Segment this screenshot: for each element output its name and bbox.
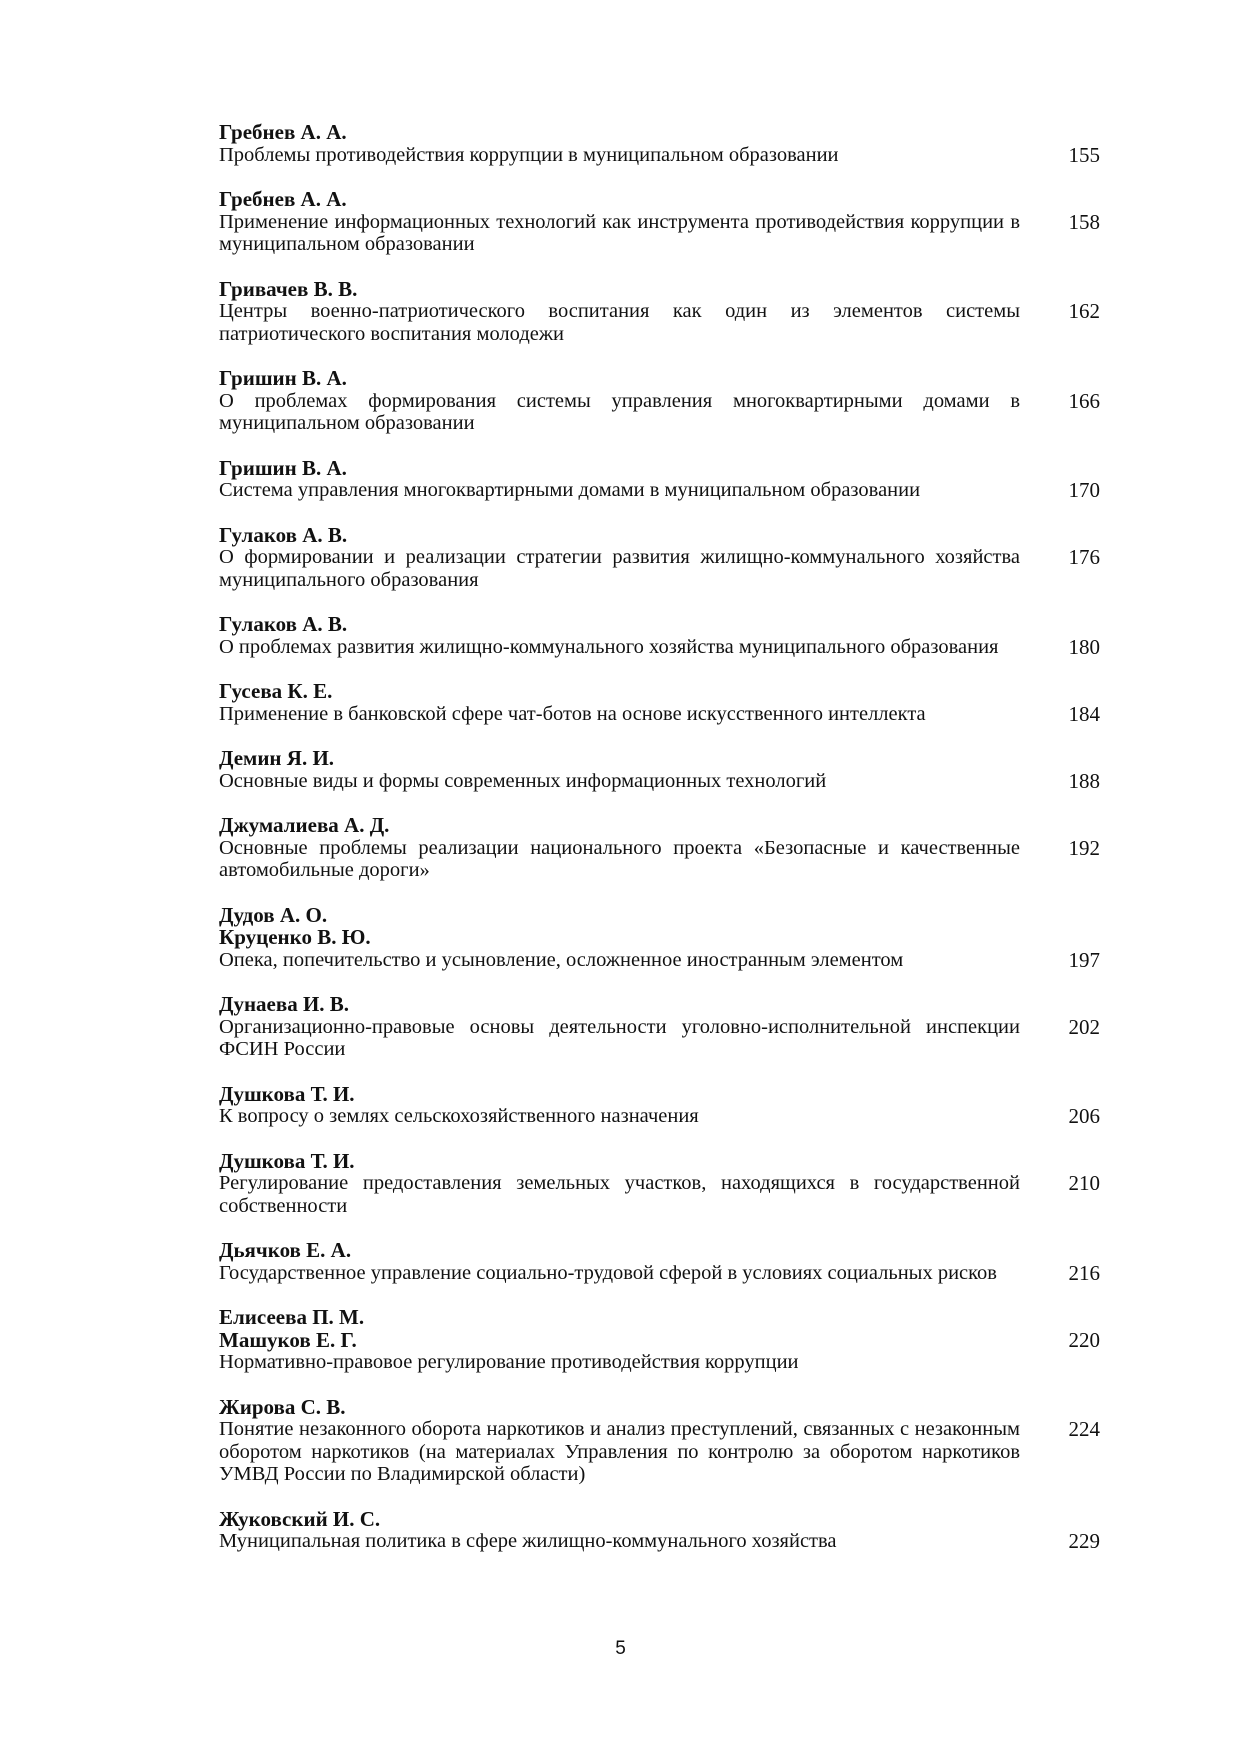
author-name: Жирова С. В. (219, 1394, 346, 1419)
page-reference: 176 (1068, 545, 1100, 569)
author-name: Гривачев В. В. (219, 276, 358, 301)
page-reference: 184 (1068, 701, 1100, 726)
page-reference: 170 (1068, 478, 1100, 502)
toc-entry (219, 1508, 1100, 1553)
article-title: Центры военно-патриотического воспитания как один из элементов системы патриотического воспитания молодежи (219, 300, 1020, 345)
author-name: Елисеева П. М. (219, 1305, 365, 1329)
article-title: Проблемы противодействия коррупции в муниципальном образовании (219, 143, 839, 166)
author-name: Гребнев А. А. (219, 187, 347, 211)
article-title: Организационно-правовые основы деятельности уголовно-исполнительной инспекции ФСИН России (219, 1015, 1020, 1060)
author-name: Гулаков А. В. (219, 612, 348, 636)
toc-entry (219, 993, 1100, 1061)
article-title: Опека, попечительство и усыновление, осложненное иностранным элементом (219, 948, 904, 971)
article-title: Применение в банковской сфере чат-ботов на основе искусственного интеллекта (219, 702, 926, 725)
toc-entry (219, 278, 1100, 346)
article-title: О проблемах формирования системы управления многоквартирными домами в муниципальном образовании (219, 389, 1020, 434)
toc-entry (219, 524, 1100, 592)
page-reference: 210 (1068, 1171, 1100, 1195)
author-name: Демин Я. И. (219, 746, 335, 770)
toc-entry (219, 367, 1100, 435)
page-reference: 206 (1068, 1104, 1100, 1128)
author-name: Джумалиева А. Д. (219, 813, 390, 837)
page-reference: 224 (1068, 1417, 1100, 1441)
page-reference: 155 (1068, 142, 1100, 167)
toc-entry (219, 1396, 1100, 1486)
toc-entry (219, 680, 1100, 725)
page-reference: 162 (1068, 299, 1100, 323)
article-title: Государственное управление социально-трудовой сферой в условиях социальных рисков (219, 1261, 997, 1284)
page-reference: 229 (1068, 1529, 1100, 1553)
author-name: Жуковский И. С. (219, 1506, 381, 1531)
article-title: О формировании и реализации стратегии развития жилищно-коммунального хозяйства муниципального образования (219, 546, 1020, 591)
toc-entry (219, 1083, 1100, 1128)
toc-entry (219, 188, 1100, 256)
author-name: Круценко В. Ю. (219, 925, 371, 949)
toc-entry (219, 457, 1100, 502)
page-reference: 158 (1068, 209, 1100, 234)
article-title: Применение информационных технологий как инструмента противодействия коррупции в муниципальном образовании (219, 210, 1020, 255)
author-name: Гребнев А. А. (219, 120, 347, 144)
article-title: О проблемах развития жилищно-коммунального хозяйства муниципального образования (219, 635, 999, 658)
page-reference: 166 (1068, 388, 1100, 413)
article-title: Основные виды и формы современных информационных технологий (219, 769, 827, 792)
page-reference: 197 (1068, 947, 1100, 972)
page-reference: 192 (1068, 835, 1100, 860)
author-name: Гришин В. А. (219, 366, 347, 390)
article-title: Регулирование предоставления земельных участков, находящихся в государственной собственности (219, 1172, 1020, 1217)
page-reference: 188 (1068, 768, 1100, 793)
author-name: Машуков Е. Г. (219, 1327, 357, 1352)
author-name: Душкова Т. И. (219, 1148, 355, 1173)
author-name: Дунаева И. В. (219, 992, 350, 1016)
table-of-contents (219, 121, 1100, 1575)
article-title: К вопросу о землях сельскохозяйственного назначения (219, 1105, 699, 1127)
author-name: Гусева К. Е. (219, 679, 333, 703)
author-name: Душкова Т. И. (219, 1081, 355, 1106)
toc-entry (219, 613, 1100, 658)
article-title: Понятие незаконного оборота наркотиков и анализ преступлений, связанных с незаконным оборотом наркотиков (на материалах Управления по контролю за оборотом наркотиков УМВД России по Владимирской области) (219, 1418, 1020, 1485)
author-name: Дьячков Е. А. (219, 1238, 352, 1262)
author-name: Гришин В. А. (219, 455, 347, 480)
page-reference: 202 (1068, 1014, 1100, 1039)
article-title: Нормативно-правовое регулирование противодействия коррупции (219, 1351, 799, 1373)
page-reference: 180 (1068, 634, 1100, 659)
article-title: Основные проблемы реализации национального проекта «Безопасные и качественные автомобильные дороги» (219, 836, 1020, 881)
page-number: 5 (615, 1638, 626, 1659)
toc-entry (219, 1306, 1100, 1374)
toc-entry (219, 747, 1100, 792)
toc-entry (219, 904, 1100, 972)
toc-entry (219, 1239, 1100, 1284)
author-name: Гулаков А. В. (219, 522, 348, 547)
article-title: Муниципальная политика в сфере жилищно-коммунального хозяйства (219, 1530, 837, 1552)
page-reference: 220 (1068, 1327, 1100, 1352)
author-name: Дудов А. О. (219, 902, 328, 927)
toc-entry (219, 814, 1100, 882)
toc-entry (219, 1150, 1100, 1218)
toc-entry (219, 121, 1100, 166)
page-reference: 216 (1068, 1260, 1100, 1285)
article-title: Система управления многоквартирными домами в муниципальном образовании (219, 479, 921, 501)
